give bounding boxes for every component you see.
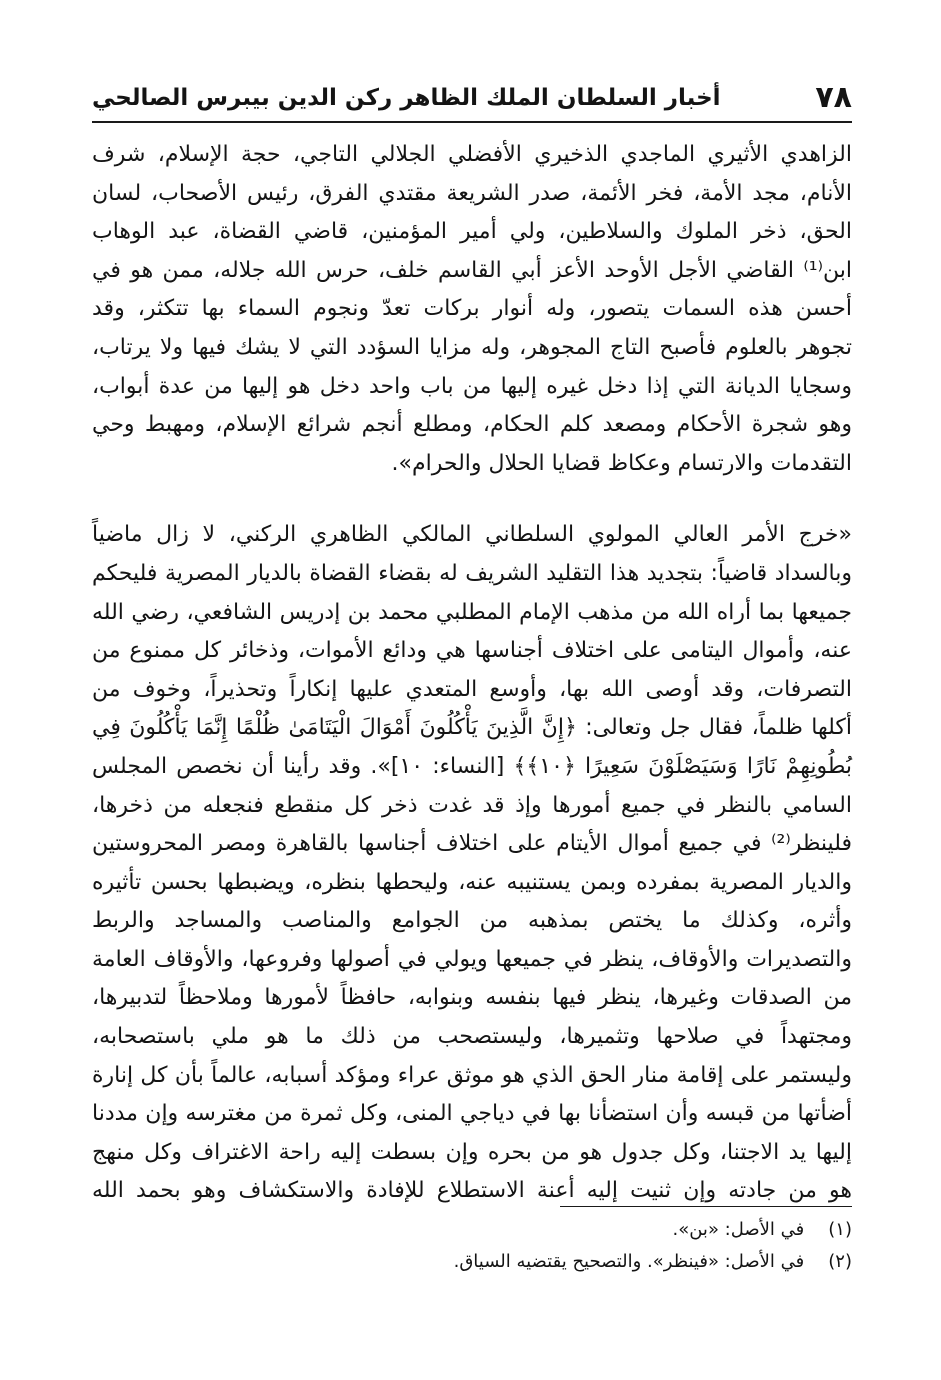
- text-line: وبالسداد قاضياً: بتجديد هذا التقليد الشريف له بقضاء القضاة بالديار المصرية فليحكم: [92, 560, 852, 586]
- paragraph-1: [92, 136, 852, 483]
- text-line: من الصدقات وغيرها، ينظر فيها بنفسه وبنوابه، حافظاً لأمورها وملاحظاً لتدبيرها،: [92, 985, 852, 1011]
- paragraph-2: [92, 516, 852, 1211]
- footnote-number: (١): [828, 1219, 852, 1240]
- quran-verse-line: بُطُونِهِمْ نَارًا وَسَيَصْلَوْنَ سَعِيرًا ﴿١٠﴾﴾ [النساء: ١٠]». وقد رأينا أن نخصص المجلس: [92, 753, 852, 779]
- footnotes: [92, 1214, 852, 1278]
- main-text: [92, 136, 852, 1211]
- text-line: «خرج الأمر العالي المولوي السلطاني المالكي الظاهري الركني، لا زال ماضياً: [92, 522, 852, 548]
- text-line: السامي بالنظر في جميع أمورها وإذ قد غدت ذخر كل منقطع فنجعله من ذخرها،: [92, 792, 852, 818]
- footnote-number: (٢): [828, 1251, 852, 1272]
- text-line: فلينظر⁽²⁾ في جميع أموال الأيتام على اختلاف أجناسها بالقاهرة ومصر المحروستين: [92, 831, 852, 857]
- text-line: ومجتهداً في صلاحها وتثميرها، وليستصحب من ذلك ما هو ملي باستصحابه،: [92, 1024, 852, 1050]
- text-line: وسجايا الديانة التي إذا دخل غيره إليها من باب واحد دخل هو إليها من عدة أبواب،: [92, 373, 852, 399]
- footnote-1: [92, 1214, 852, 1246]
- text-line: والديار المصرية بمفرده وبمن يستنيبه عنه، وليحطها بنظره، ويضبطها بحسن تأثيره: [92, 869, 852, 895]
- running-title: أخبار السلطان الملك الظاهر ركن الدين بيبرس الصالحي: [92, 85, 721, 111]
- text-line: أحسن هذه السمات يتصور، وله أنوار بركات تعدّ ونجوم السماء بها تتكثر، وقد: [92, 296, 852, 322]
- text-line: تجوهر بالعلوم فأصبح التاج المجوهر، وله مزايا السؤدد التي لا يشك فيها ولا يرتاب،: [92, 334, 852, 360]
- text-line: وأثره، وكذلك ما يختص بمذهبه من الجوامع والمناصب والمساجد والربط: [92, 908, 852, 934]
- text-line: والتصديرات والأوقاف، ينظر في جميعها ويولي في أصولها وفروعها، والأوقاف العامة: [92, 946, 852, 972]
- text-line: الحق، ذخر الملوك والسلاطين، ولي أمير المؤمنين، قاضي القضاة، عبد الوهاب: [92, 219, 852, 245]
- text-line: التصرفات، وقد أوصى الله بها، وأوسع المتعدي عليها إنكاراً وتحذيراً، وخوف من: [92, 676, 852, 702]
- footnote-text: في الأصل: «فينظر». والتصحيح يقتضيه السياق.: [453, 1251, 805, 1272]
- text-line: الأنام، مجد الأمة، فخر الأئمة، صدر الشريعة مقتدي الفرق، رئيس الأصحاب، لسان: [92, 180, 852, 206]
- page-number: ٧٨: [815, 80, 852, 115]
- text-line: هو من جادته وإن ثنيت إليه أعنة الاستطلاع للإفادة والاستكشاف وهو بحمد الله: [92, 1178, 852, 1204]
- text-line: إليها يد الاجتنا، وكل جدول هو من بحره وإن بسطت إليه راحة الاغتراف وكل منهج: [92, 1139, 852, 1165]
- footnote-text: في الأصل: «بن».: [672, 1219, 805, 1240]
- page-header: [92, 76, 852, 120]
- text-line: جميعها بما أراه الله من مذهب الإمام المطلبي محمد بن إدريس الشافعي، رضي الله: [92, 599, 852, 625]
- text-line: التقدمات والارتسام وعكاظ قضايا الحلال والحرام».: [391, 450, 852, 476]
- paragraph-gap: [92, 483, 852, 516]
- text-line: الزاهدي الأثيري الماجدي الذخيري الأفضلي الجلالي التاجي، حجة الإسلام، شرف: [92, 142, 852, 167]
- text-line: أضأتها من قبسه وأن استضأنا بها في دياجي المنى، وكل ثمرة من مغترسه وإن مددنا: [92, 1101, 852, 1127]
- text-line: وليستمر على إقامة منار الحق الذي هو موثق عراء ومؤكد أسبابه، عالماً بأن كل إنارة: [92, 1062, 852, 1088]
- header-rule: [92, 121, 852, 123]
- footnote-2: [92, 1246, 852, 1278]
- footnote-rule: [560, 1206, 852, 1207]
- text-line: عنه، وأموال اليتامى على اختلاف أجناسها هي ودائع الأموات، وذخائر كل ممنوع من: [92, 638, 852, 664]
- quran-verse-line: أكلها ظلماً، فقال جل وتعالى: ﴿إِنَّ الَّذِينَ يَأْكُلُونَ أَمْوَالَ الْيَتَامَىٰ ظُلْمًا إِنَّمَا يَأْكُلُونَ فِي: [92, 715, 852, 741]
- text-line: ابن⁽¹⁾ القاضي الأجل الأوحد الأعز أبي القاسم خلف، حرس الله جلاله، ممن هو في: [92, 257, 852, 283]
- text-line: وهو شجرة الأحكام ومصعد كلم الحكام، ومطلع أنجم شرائع الإسلام، ومهبط وحي: [92, 412, 852, 438]
